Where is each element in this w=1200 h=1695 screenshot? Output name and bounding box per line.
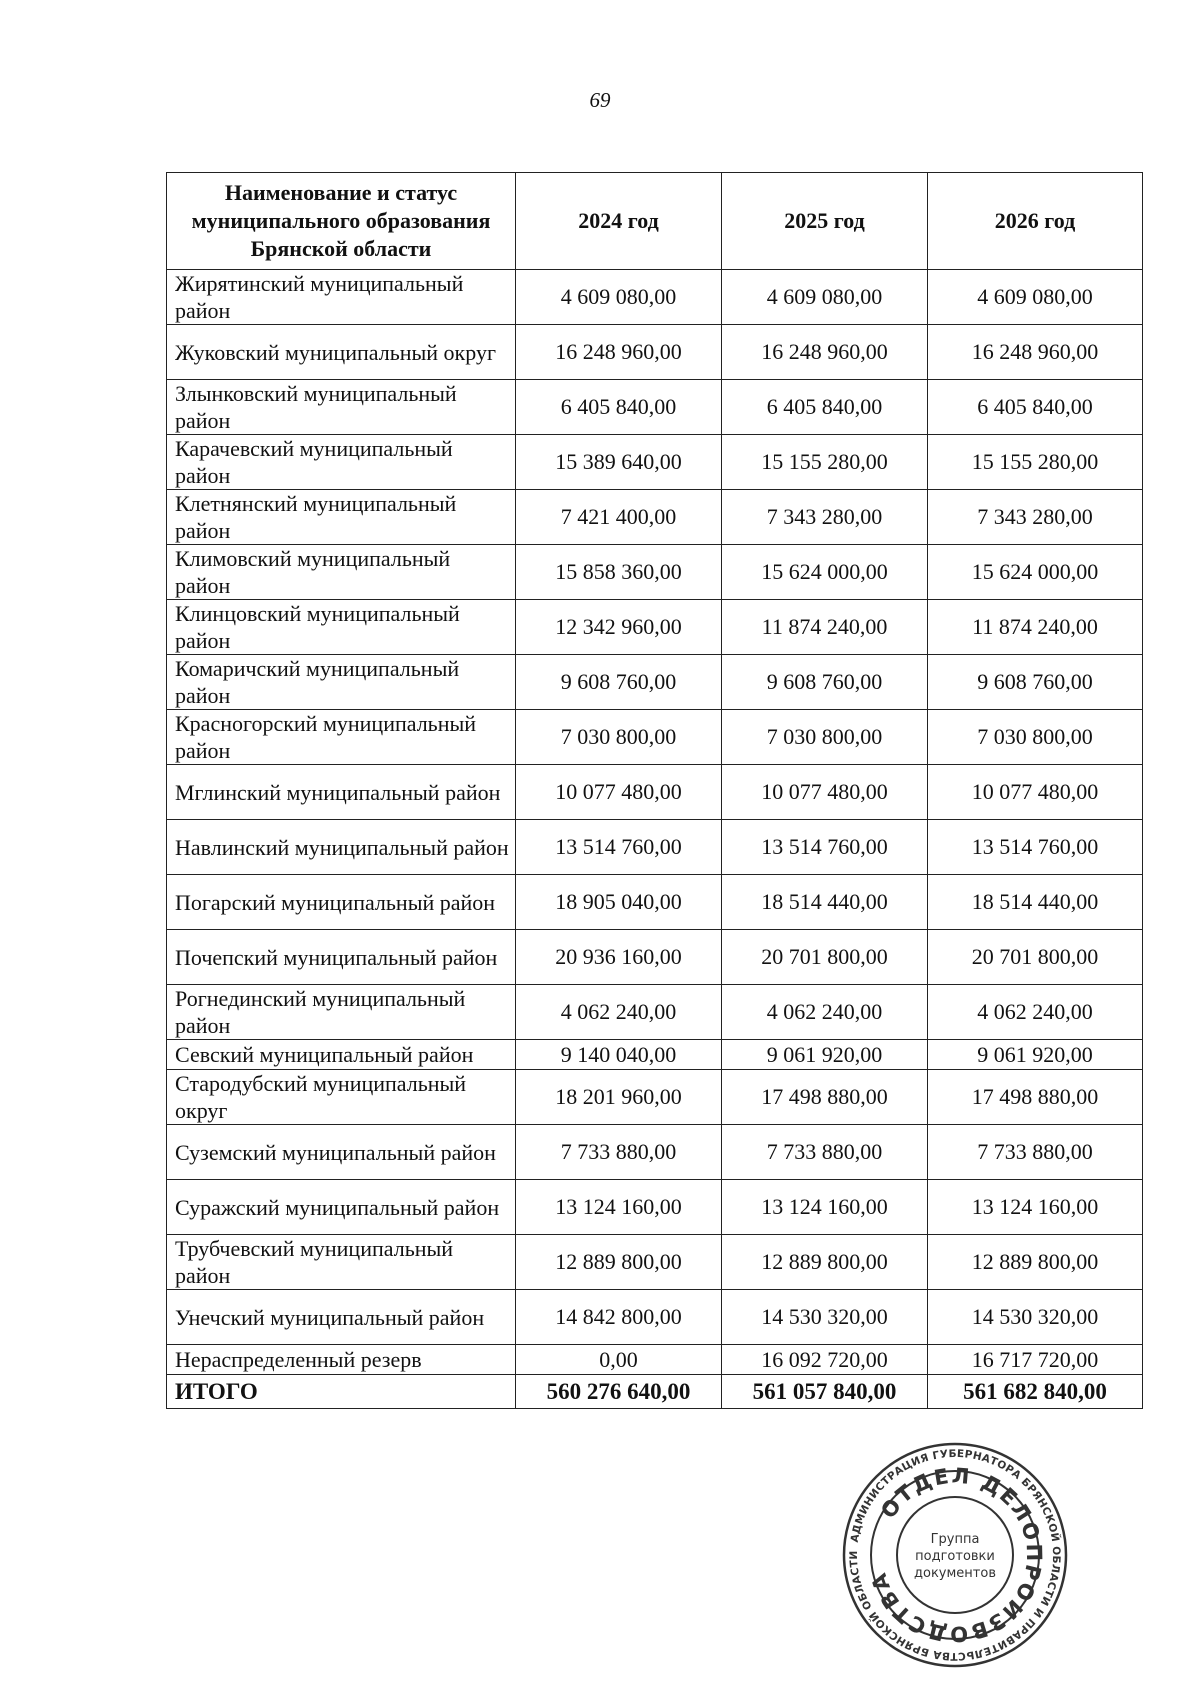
cell-2026: 16 717 720,00 — [928, 1345, 1143, 1375]
cell-name: Почепский муниципальный район — [167, 930, 516, 985]
cell-2026: 7 343 280,00 — [928, 490, 1143, 545]
table-header-row — [167, 173, 1143, 270]
cell-2026: 11 874 240,00 — [928, 600, 1143, 655]
table-row — [167, 270, 1143, 325]
table-row — [167, 765, 1143, 820]
cell-2025: 13 124 160,00 — [722, 1180, 928, 1235]
table-row — [167, 600, 1143, 655]
cell-2025: 18 514 440,00 — [722, 875, 928, 930]
table-row — [167, 325, 1143, 380]
cell-2024: 15 858 360,00 — [516, 545, 722, 600]
cell-name: Стародубский муниципальный округ — [167, 1070, 516, 1125]
cell-name: Жирятинский муниципальный район — [167, 270, 516, 325]
cell-name: Суземский муниципальный район — [167, 1125, 516, 1180]
header-name: Наименование и статус муниципального образования Брянской области — [167, 173, 516, 270]
cell-2026: 7 733 880,00 — [928, 1125, 1143, 1180]
cell-name: Навлинский муниципальный район — [167, 820, 516, 875]
cell-name: Клетнянский муниципальный район — [167, 490, 516, 545]
total-2025: 561 057 840,00 — [722, 1375, 928, 1409]
cell-2025: 7 733 880,00 — [722, 1125, 928, 1180]
cell-2025: 13 514 760,00 — [722, 820, 928, 875]
cell-2025: 20 701 800,00 — [722, 930, 928, 985]
cell-2024: 10 077 480,00 — [516, 765, 722, 820]
cell-2025: 16 092 720,00 — [722, 1345, 928, 1375]
table-row — [167, 1125, 1143, 1180]
table-row — [167, 1070, 1143, 1125]
cell-2026: 10 077 480,00 — [928, 765, 1143, 820]
cell-name: Карачевский муниципальный район — [167, 435, 516, 490]
table-row — [167, 655, 1143, 710]
cell-2025: 6 405 840,00 — [722, 380, 928, 435]
cell-2024: 18 905 040,00 — [516, 875, 722, 930]
stamp-center-line-1: Группа — [930, 1532, 980, 1547]
table-row — [167, 820, 1143, 875]
cell-2025: 15 624 000,00 — [722, 545, 928, 600]
cell-2026: 17 498 880,00 — [928, 1070, 1143, 1125]
cell-2026: 9 061 920,00 — [928, 1040, 1143, 1070]
cell-2024: 4 609 080,00 — [516, 270, 722, 325]
cell-2026: 16 248 960,00 — [928, 325, 1143, 380]
cell-2025: 10 077 480,00 — [722, 765, 928, 820]
table-row — [167, 545, 1143, 600]
cell-2025: 11 874 240,00 — [722, 600, 928, 655]
cell-2026: 7 030 800,00 — [928, 710, 1143, 765]
cell-name: Трубчевский муниципальный район — [167, 1235, 516, 1290]
cell-name: Погарский муниципальный район — [167, 875, 516, 930]
table-row — [167, 930, 1143, 985]
cell-2024: 7 030 800,00 — [516, 710, 722, 765]
table-row — [167, 1040, 1143, 1070]
cell-name: Рогнединский муниципальный район — [167, 985, 516, 1040]
cell-2025: 7 030 800,00 — [722, 710, 928, 765]
table-row — [167, 1180, 1143, 1235]
cell-2024: 13 514 760,00 — [516, 820, 722, 875]
table-row — [167, 490, 1143, 545]
table-row — [167, 380, 1143, 435]
cell-2026: 13 124 160,00 — [928, 1180, 1143, 1235]
cell-2024: 15 389 640,00 — [516, 435, 722, 490]
cell-name: Суражский муниципальный район — [167, 1180, 516, 1235]
total-2026: 561 682 840,00 — [928, 1375, 1143, 1409]
cell-2024: 16 248 960,00 — [516, 325, 722, 380]
stamp-outer-text: АДМИНИСТРАЦИЯ ГУБЕРНАТОРА БРЯНСКОЙ ОБЛАСТИ И ПРАВИТЕЛЬСТВА БРЯНСКОЙ ОБЛАСТИ — [847, 1447, 1063, 1663]
cell-name: Севский муниципальный район — [167, 1040, 516, 1070]
table-row — [167, 710, 1143, 765]
cell-2026: 12 889 800,00 — [928, 1235, 1143, 1290]
cell-name: Унечский муниципальный район — [167, 1290, 516, 1345]
cell-2025: 15 155 280,00 — [722, 435, 928, 490]
header-2025: 2025 год — [722, 173, 928, 270]
cell-name: Жуковский муниципальный округ — [167, 325, 516, 380]
cell-2025: 7 343 280,00 — [722, 490, 928, 545]
header-2024: 2024 год — [516, 173, 722, 270]
cell-2025: 17 498 880,00 — [722, 1070, 928, 1125]
total-label: ИТОГО — [167, 1375, 516, 1409]
cell-name: Климовский муниципальный район — [167, 545, 516, 600]
table-row — [167, 985, 1143, 1040]
total-row — [167, 1375, 1143, 1409]
total-2024: 560 276 640,00 — [516, 1375, 722, 1409]
cell-2026: 18 514 440,00 — [928, 875, 1143, 930]
cell-name: Злынковский муниципальный район — [167, 380, 516, 435]
stamp-center-line-3: документов — [914, 1566, 996, 1581]
cell-2024: 9 608 760,00 — [516, 655, 722, 710]
cell-2024: 20 936 160,00 — [516, 930, 722, 985]
cell-2026: 9 608 760,00 — [928, 655, 1143, 710]
table-row — [167, 875, 1143, 930]
cell-2026: 15 624 000,00 — [928, 545, 1143, 600]
cell-2026: 6 405 840,00 — [928, 380, 1143, 435]
cell-2024: 12 342 960,00 — [516, 600, 722, 655]
stamp-center-line-2: подготовки — [915, 1549, 995, 1564]
cell-2025: 4 062 240,00 — [722, 985, 928, 1040]
cell-2026: 20 701 800,00 — [928, 930, 1143, 985]
cell-2025: 12 889 800,00 — [722, 1235, 928, 1290]
cell-2024: 4 062 240,00 — [516, 985, 722, 1040]
cell-2024: 18 201 960,00 — [516, 1070, 722, 1125]
cell-2026: 14 530 320,00 — [928, 1290, 1143, 1345]
cell-2024: 0,00 — [516, 1345, 722, 1375]
cell-2024: 7 421 400,00 — [516, 490, 722, 545]
table-row — [167, 1235, 1143, 1290]
cell-2025: 16 248 960,00 — [722, 325, 928, 380]
cell-2026: 4 609 080,00 — [928, 270, 1143, 325]
table-row — [167, 1345, 1143, 1375]
cell-2025: 14 530 320,00 — [722, 1290, 928, 1345]
cell-2024: 13 124 160,00 — [516, 1180, 722, 1235]
header-2026: 2026 год — [928, 173, 1143, 270]
cell-2026: 4 062 240,00 — [928, 985, 1143, 1040]
cell-name: Клинцовский муниципальный район — [167, 600, 516, 655]
table-row — [167, 1290, 1143, 1345]
cell-2024: 6 405 840,00 — [516, 380, 722, 435]
cell-2025: 4 609 080,00 — [722, 270, 928, 325]
official-stamp — [840, 1440, 1070, 1670]
budget-table — [166, 172, 1143, 1409]
cell-name: Красногорский муниципальный район — [167, 710, 516, 765]
stamp-inner-text: ОТДЕЛ ДЕЛОПРОИЗВОДСТВА — [866, 1463, 1047, 1647]
table-row — [167, 435, 1143, 490]
cell-2026: 15 155 280,00 — [928, 435, 1143, 490]
cell-2024: 7 733 880,00 — [516, 1125, 722, 1180]
cell-2025: 9 061 920,00 — [722, 1040, 928, 1070]
cell-2026: 13 514 760,00 — [928, 820, 1143, 875]
cell-2024: 14 842 800,00 — [516, 1290, 722, 1345]
cell-2024: 12 889 800,00 — [516, 1235, 722, 1290]
cell-name: Комаричский муниципальный район — [167, 655, 516, 710]
cell-name: Нераспределенный резерв — [167, 1345, 516, 1375]
cell-2025: 9 608 760,00 — [722, 655, 928, 710]
cell-name: Мглинский муниципальный район — [167, 765, 516, 820]
cell-2024: 9 140 040,00 — [516, 1040, 722, 1070]
page-number: 69 — [589, 88, 611, 112]
